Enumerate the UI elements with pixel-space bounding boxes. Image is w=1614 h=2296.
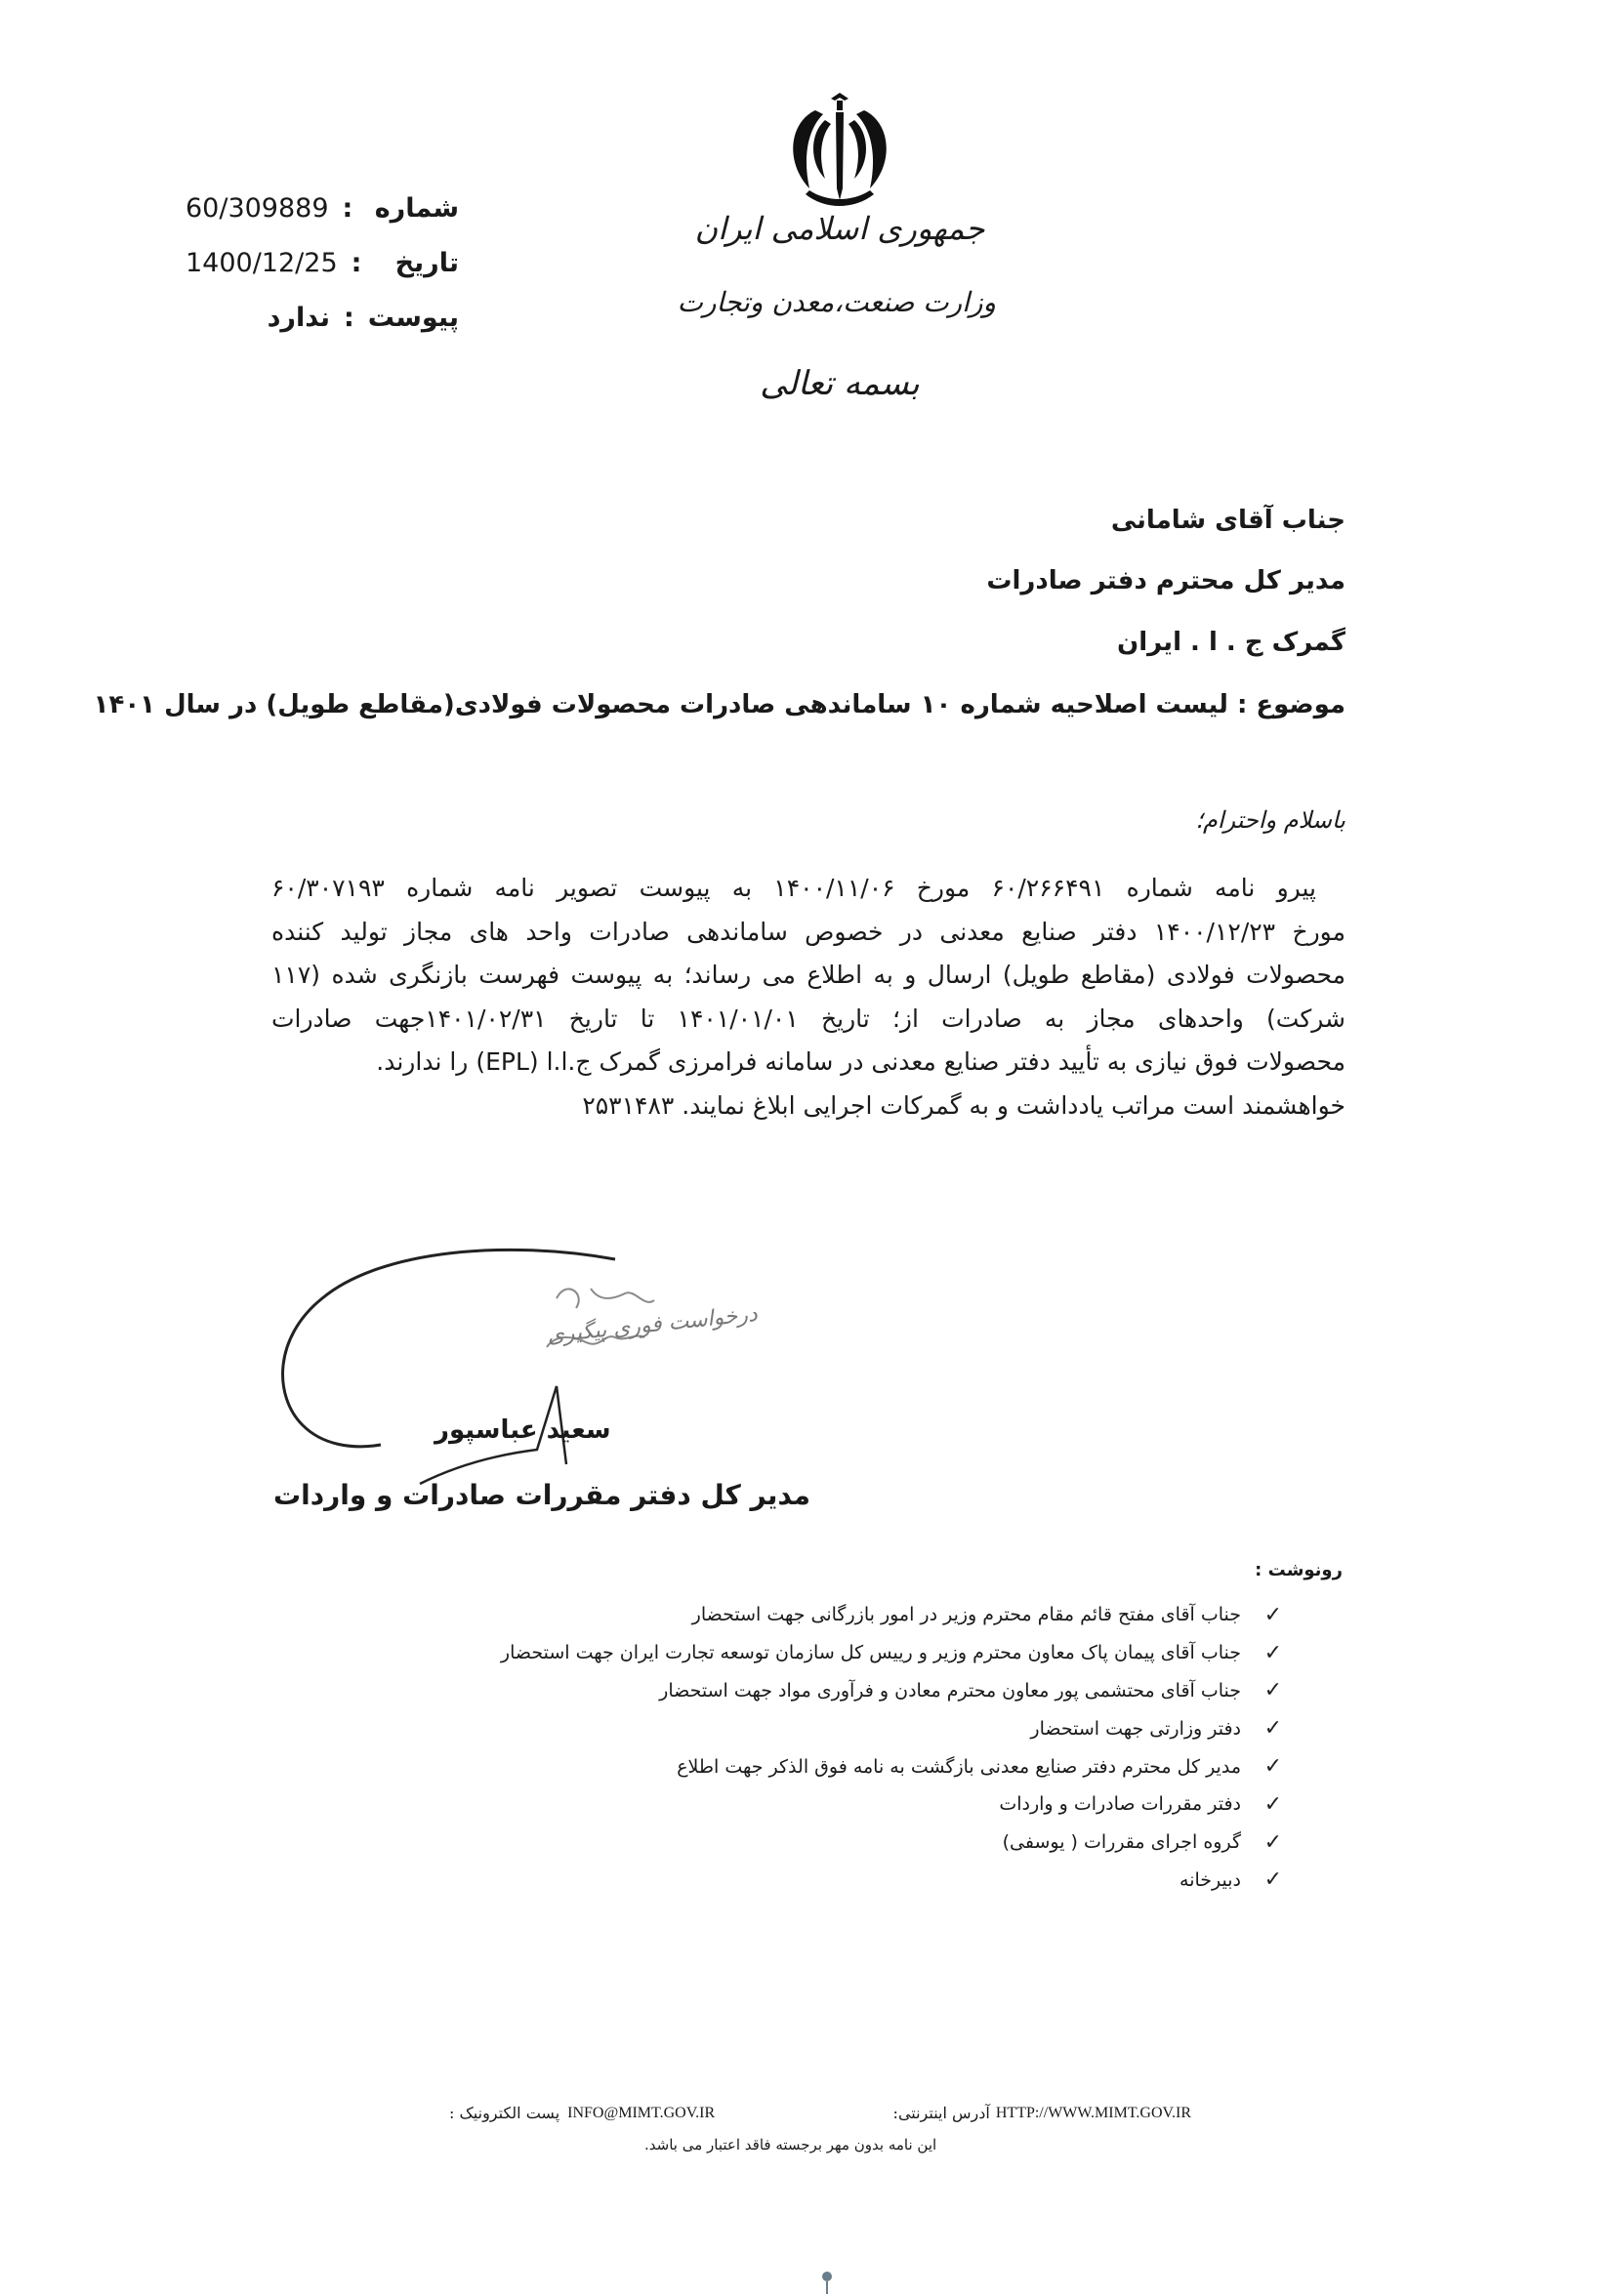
recipient-organization: گمرک ج . ا . ایران [1117,628,1345,657]
recipient-title: مدیر کل محترم دفتر صادرات [986,566,1345,595]
letter-attachment-separator: : [343,302,354,333]
cc-heading: رونوشت : [1255,1560,1343,1580]
recipient-name: جناب آقای شامانی [1110,506,1345,535]
checkmark-icon: ✓ [1263,1640,1282,1665]
greeting: باسلام واحترام؛ [1195,806,1345,834]
signature-handwritten-note: درخواست فوری پیگیری [546,1301,759,1349]
cc-item: ✓ جناب آقای محتشمی پور معاون محترم معادن و فرآوری مواد جهت استحضار [659,1678,1282,1703]
footer-email-label: پست الکترونیک : [449,2104,560,2122]
letterhead-country: جمهوری اسلامی ایران [694,210,985,247]
emblem-of-iran-icon [776,93,903,210]
checkmark-icon: ✓ [1263,1716,1282,1742]
letterhead [677,93,996,430]
letter-number-separator: : [342,192,353,224]
letterhead-invocation: بسمه تعالی [760,364,920,403]
signatory-title: مدیر کل دفتر مقررات صادرات و واردات [273,1479,810,1511]
body-line: خواهشمند است مراتب یادداشت و به گمرکات اجرایی ابلاغ نمایند. ۲۵۳۱۴۸۳ [582,1090,1345,1120]
cc-item: ✓ گروه اجرای مقررات ( یوسفی) [1002,1829,1282,1855]
checkmark-icon: ✓ [1263,1754,1282,1780]
letter-number-value: 60/309889 [186,192,329,224]
checkmark-icon: ✓ [1263,1678,1282,1703]
cc-item: ✓ دفتر مقررات صادرات و واردات [999,1791,1282,1817]
letter-date-value: 1400/12/25 [186,247,338,278]
checkmark-icon: ✓ [1263,1602,1282,1627]
letter-number-label: شماره [374,192,459,224]
letter-attachment-row [186,293,459,342]
letter-number-row [186,184,459,232]
body-line: پیرو نامه شماره ۶۰/۲۶۶۴۹۱ مورخ ۱۴۰۰/۱۱/۰۶ به پیوست تصویر نامه شماره ۶۰/۳۰۷۱۹۳ [271,874,1316,902]
checkmark-icon: ✓ [1263,1867,1282,1893]
letter-attachment-label: پیوست [367,302,459,333]
footer-contact [449,2104,1191,2122]
checkmark-icon: ✓ [1263,1791,1282,1817]
stamp-mark-icon [812,2267,842,2296]
letter-attachment-value: ندارد [267,302,330,333]
cc-item: ✓ جناب آقای پیمان پاک معاون محترم وزیر و رییس کل سازمان توسعه تجارت ایران جهت استحضار [500,1640,1282,1665]
letter-date-separator: : [351,247,362,278]
body-line: مورخ ۱۴۰۰/۱۲/۲۳ دفتر صنایع معدنی در خصوص ساماندهی صادرات واحد های مجاز تولید کننده [271,917,1345,946]
footer-email-value[interactable]: INFO@MIMT.GOV.IR [567,2104,716,2121]
body-line: محصولات فوق نیازی به تأیید دفتر صنایع معدنی در سامانه فرامرزی گمرک ج.ا.ا (EPL) را ندارند. [376,1047,1345,1076]
footer-website-label: آدرس اینترنتی: [892,2104,990,2122]
signatory-name: سعید عباسپور [435,1415,611,1445]
letter-body [271,867,1345,1128]
letter-date-label: تاریخ [394,247,459,278]
body-line: محصولات فولادی (مقاطع طویل) ارسال و به اطلاع می رساند؛ به پیوست فهرست بازنگری شده (۱۱۷ [271,961,1345,989]
footer-email [449,2104,715,2122]
cc-item: ✓ جناب آقای مفتح قائم مقام محترم وزیر در امور بازرگانی جهت استحضار [691,1602,1282,1627]
cc-item: ✓ دفتر وزارتی جهت استحضار [1030,1716,1282,1742]
letter-subject: موضوع : لیست اصلاحیه شماره ۱۰ ساماندهی صادرات محصولات فولادی(مقاطع طویل) در سال ۱۴۰۱ [93,690,1345,719]
cc-list [403,1596,1282,1899]
checkmark-icon: ✓ [1263,1829,1282,1855]
cc-item: ✓ مدیر کل محترم دفتر صنایع معدنی بازگشت به نامه فوق الذکر جهت اطلاع [677,1754,1282,1780]
signature-scribble [264,1240,771,1494]
letterhead-ministry: وزارت صنعت،معدن وتجارت [677,286,996,318]
cc-item: ✓ دبیرخانه [1179,1867,1282,1893]
footer-website [893,2104,1191,2122]
footer-validity-notice: این نامه بدون مهر برجسته فاقد اعتبار می باشد. [644,2136,937,2153]
footer-website-value[interactable]: HTTP://WWW.MIMT.GOV.IR [995,2104,1191,2121]
body-line: شرکت) واحدهای مجاز به صادرات از؛ تاریخ ۱۴۰۱/۰۱/۰۱ تا تاریخ ۱۴۰۱/۰۲/۳۱جهت صادرات [271,1004,1345,1033]
letter-date-row [186,238,459,287]
